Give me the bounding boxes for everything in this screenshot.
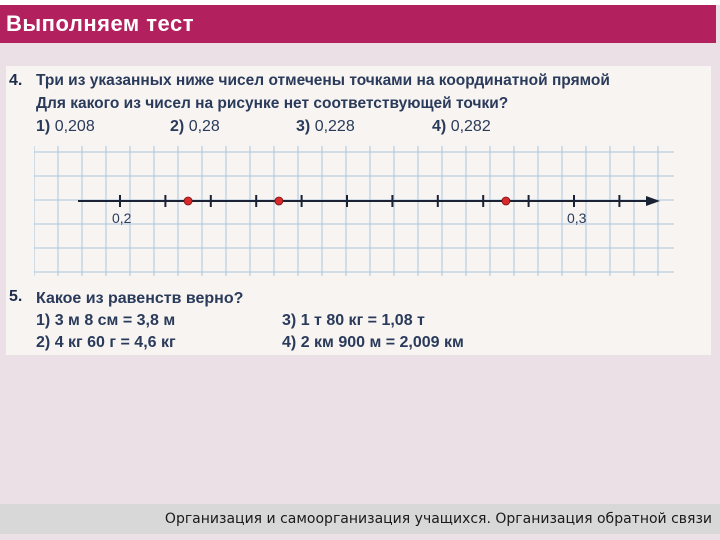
task4-option-1 bbox=[36, 118, 95, 136]
task5-option-3 bbox=[282, 312, 425, 330]
option-text: 4 кг 60 г = 4,6 кг bbox=[54, 334, 176, 351]
task4-option-3 bbox=[296, 118, 355, 136]
task4-line2: Для какого из чисел на рисунке нет соответствующей точки? bbox=[36, 95, 509, 112]
task4-option-2 bbox=[170, 118, 220, 136]
option-number: 1) bbox=[36, 312, 51, 329]
task4-number: 4. bbox=[9, 72, 23, 89]
task5-option-4 bbox=[282, 334, 464, 352]
marked-point bbox=[184, 197, 192, 205]
option-text: 0,28 bbox=[188, 118, 220, 135]
option-number: 2) bbox=[36, 334, 51, 351]
coordinate-line-figure bbox=[34, 146, 674, 276]
option-number: 2) bbox=[170, 118, 185, 135]
option-text: 1 т 80 кг = 1,08 т bbox=[300, 312, 425, 329]
option-text: 0,208 bbox=[54, 118, 95, 135]
option-text: 0,282 bbox=[450, 118, 491, 135]
task4-line1: Три из указанных ниже чисел отмечены точками на координатной прямой bbox=[36, 72, 610, 89]
marked-point bbox=[502, 197, 510, 205]
task5-number: 5. bbox=[9, 288, 23, 305]
option-text: 2 км 900 м = 2,009 км bbox=[300, 334, 464, 351]
footer-caption: Организация и самоорганизация учащихся. Организация обратной связи bbox=[164, 511, 712, 527]
task5-question: Какое из равенств верно? bbox=[36, 290, 244, 307]
task5-option-1 bbox=[36, 312, 175, 330]
footer-bar bbox=[0, 504, 720, 534]
number-line bbox=[78, 195, 660, 207]
axis-label-left: 0,2 bbox=[112, 210, 132, 226]
option-number: 4) bbox=[282, 334, 297, 351]
option-number: 3) bbox=[296, 118, 311, 135]
marked-point bbox=[275, 197, 283, 205]
axis-label-right: 0,3 bbox=[567, 210, 587, 226]
page-title: Выполняем тест bbox=[6, 11, 195, 36]
option-text: 3 м 8 см = 3,8 м bbox=[54, 312, 176, 329]
option-text: 0,228 bbox=[314, 118, 355, 135]
task4-option-4 bbox=[432, 118, 491, 136]
option-number: 4) bbox=[432, 118, 447, 135]
task5-option-2 bbox=[36, 334, 176, 352]
option-number: 3) bbox=[282, 312, 297, 329]
option-number: 1) bbox=[36, 118, 51, 135]
title-bar bbox=[0, 5, 716, 43]
